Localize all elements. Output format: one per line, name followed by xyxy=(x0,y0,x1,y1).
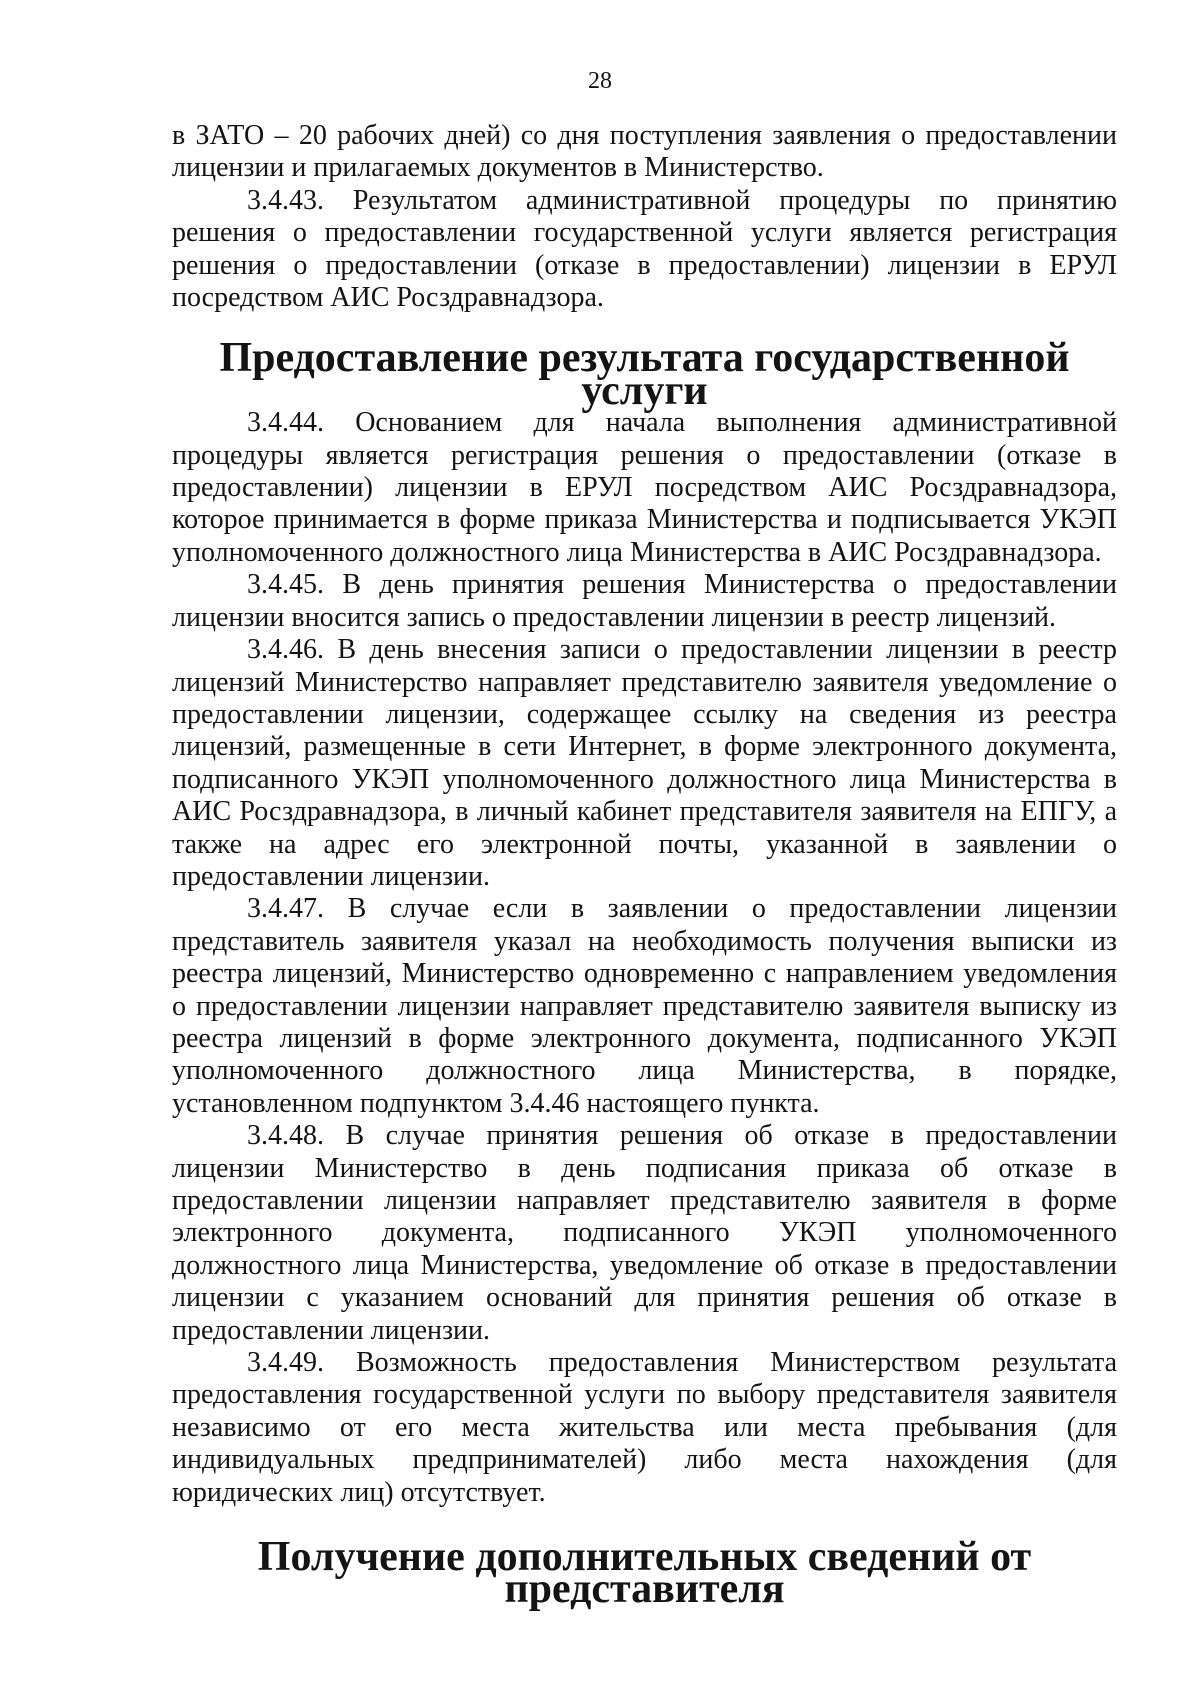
paragraph-3-4-48: 3.4.48. В случае принятия решения об отказе в предоставлении лицензии Министерство в день подписания приказа об отказе в предоставлении лицензии направляет представителю заявителя в форме электронного документа, подписанного УКЭП уполномоченного должностного лица Министерства, уведомление об отказе в предоставлении лицензии с указанием оснований для принятия решения об отказе в предоставлении лицензии. xyxy=(172,1120,1117,1346)
paragraph-3-4-44: 3.4.44. Основанием для начала выполнения административной процедуры является регистрация решения о предоставлении (отказе в предоставлении) лицензии в ЕРУЛ посредством АИС Росздравнадзора, которое принимается в форме приказа Министерства и подписывается УКЭП уполномоченного должностного лица Министерства в АИС Росздравнадзора. xyxy=(172,407,1117,568)
section-heading-result: Предоставление результата государственной услуги xyxy=(219,335,1070,414)
paragraph-3-4-45: 3.4.45. В день принятия решения Министерства о предоставлении лицензии вносится запись о предоставлении лицензии в реестр лицензий. xyxy=(172,569,1117,633)
paragraph-3-4-49: 3.4.49. Возможность предоставления Министерством результата предоставления государственной услуги по выбору представителя заявителя независимо от его места жительства или места пребывания (для индивидуальных предпринимателей) либо места нахождения (для юридических лиц) отсутствует. xyxy=(172,1347,1117,1508)
page-number: 28 xyxy=(588,68,612,94)
paragraph-3-4-46: 3.4.46. В день внесения записи о предоставлении лицензии в реестр лицензий Министерство направляет представителю заявителя уведомление о предоставлении лицензии, содержащее ссылку на сведения из реестра лицензий, размещенные в сети Интернет, в форме электронного документа, подписанного УКЭП уполномоченного должностного лица Министерства в АИС Росздравнадзора, в личный кабинет представителя заявителя на ЕПГУ, а также на адрес его электронной почты, указанной в заявлении о предоставлении лицензии. xyxy=(172,634,1117,892)
paragraph-3-4-43: 3.4.43. Результатом административной процедуры по принятию решения о предоставлении государственной услуги является регистрация решения о предоставлении (отказе в предоставлении) лицензии в ЕРУЛ посредством АИС Росздравнадзора. xyxy=(172,184,1117,314)
document-body xyxy=(172,120,1117,1613)
paragraph-continuation: в ЗАТО – 20 рабочих дней) со дня поступления заявления о предоставлении лицензии и прилагаемых документов в Министерство. xyxy=(172,120,1117,184)
section-heading-additional-info: Получение дополнительных сведений от представителя xyxy=(257,1534,1032,1613)
paragraph-3-4-47: 3.4.47. В случае если в заявлении о предоставлении лицензии представитель заявителя указал на необходимость получения выписки из реестра лицензий, Министерство одновременно с направлением уведомления о предоставлении лицензии направляет представителю заявителя выписку из реестра лицензий в форме электронного документа, подписанного УКЭП уполномоченного должностного лица Министерства, в порядке, установленном подпунктом 3.4.46 настоящего пункта. xyxy=(172,893,1117,1119)
